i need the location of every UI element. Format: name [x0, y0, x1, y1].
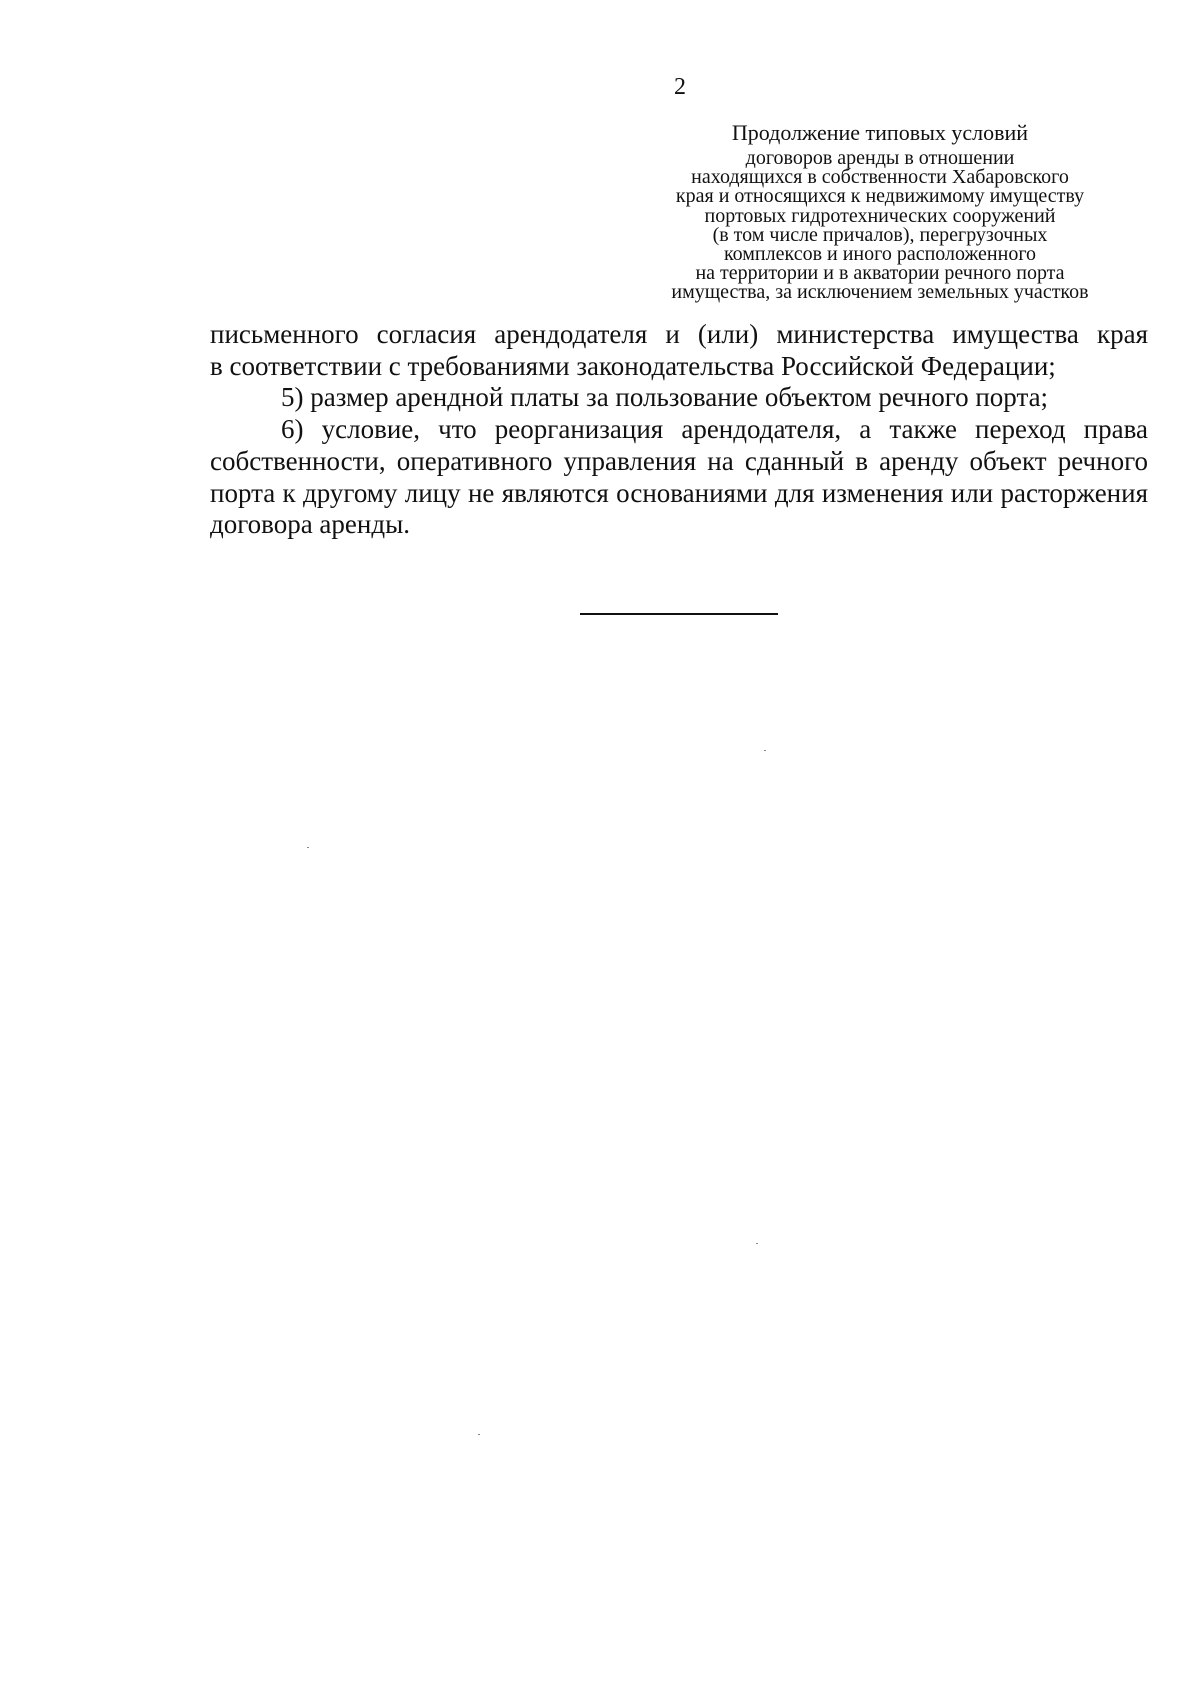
page-number: 2 [674, 74, 686, 100]
scan-speck [307, 847, 309, 848]
paragraph-line: договора аренды. [210, 509, 410, 540]
paragraph-line: собственности, оперативного управления на сданный в аренду объект речного [210, 445, 1148, 476]
body-text [210, 319, 1148, 541]
end-of-text-rule [580, 613, 778, 615]
header-line: договоров аренды в отношении [745, 147, 1015, 169]
document-header [655, 120, 1105, 303]
header-line: комплексов и иного расположенного [723, 243, 1037, 266]
scan-speck [756, 1243, 758, 1244]
header-line: края и относящихся к недвижимому имуществу [675, 185, 1085, 208]
scan-speck [764, 750, 766, 751]
header-title: Продолжение типовых условий [731, 120, 1029, 145]
header-line: (в том числе причалов), перегрузочных [712, 223, 1048, 246]
paragraph-line: письменного согласия арендодателя и (или) министерства имущества края [210, 319, 1148, 349]
header-line: находящихся в собственности Хабаровского [691, 166, 1069, 189]
header-line: на территории и в акватории речного порта [695, 262, 1065, 285]
list-item-6: 6) условие, что реорганизация арендодателя, а также переход права [281, 414, 1148, 445]
list-item-5: 5) размер арендной платы за пользование объектом речного порта; [281, 382, 1049, 413]
paragraph-line: порта к другому лицу не являются основаниями для изменения или расторжения [210, 477, 1148, 508]
header-line: имущества, за исключением земельных участков [671, 281, 1089, 304]
scan-speck [478, 1434, 480, 1435]
paragraph-line: в соответствии с требованиями законодательства Российской Федерации; [210, 350, 1056, 381]
header-line: портовых гидротехнических сооружений [704, 204, 1056, 227]
